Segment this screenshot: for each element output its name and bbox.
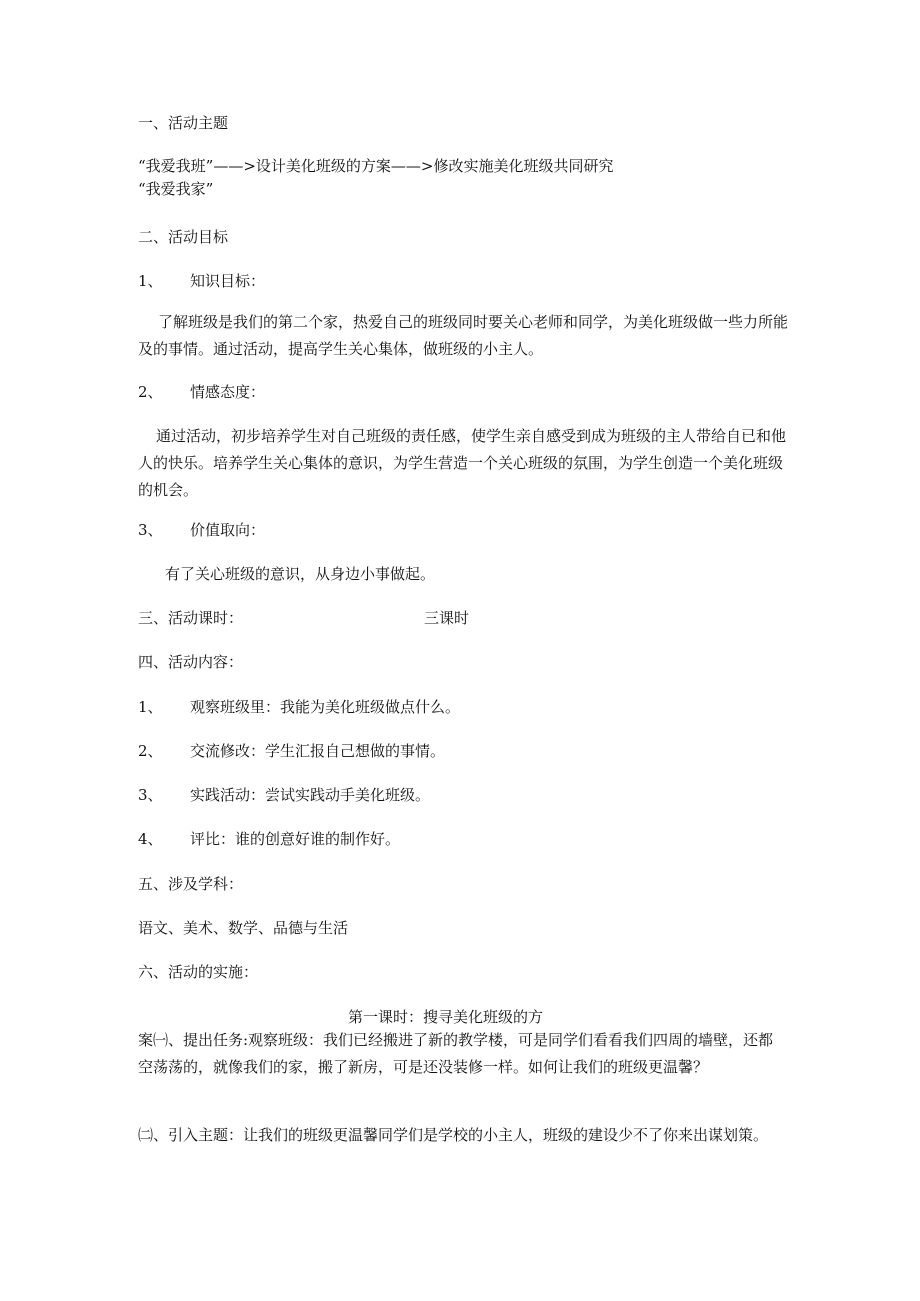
goal-1-title: 知识目标：: [190, 272, 266, 290]
content-item-number: 3、: [138, 786, 163, 804]
section-2-heading: 二、活动目标: [138, 228, 229, 246]
lesson-1-step-2: ㈡、引入主题：让我们的班级更温馨同学们是学校的小主人，班级的建设少不了你来出谋划策。: [138, 1126, 769, 1144]
goal-1-title-row: [138, 270, 265, 292]
theme-line-2: “我爱我家”: [138, 180, 214, 198]
section-1-heading: 一、活动主题: [138, 114, 229, 132]
content-item-text: 观察班级里：我能为美化班级做点什么。: [190, 698, 461, 716]
goal-1-body: 了解班级是我们的第二个家，热爱自己的班级同时要关心老师和同学，为美化班级做一些力所能及的事情。通过活动，提高学生关心集体，做班级的小主人。: [138, 313, 789, 358]
goal-3-number: 3、: [138, 521, 163, 539]
section-3-heading: 三、活动课时：: [138, 609, 244, 627]
goal-2-number: 2、: [138, 383, 163, 401]
goal-2-title-row: [138, 381, 265, 403]
content-item-number: 1、: [138, 698, 163, 716]
content-item: [138, 828, 400, 850]
lesson-1-step-1: 案㈠、提出任务:观察班级：我们已经搬进了新的教学楼，可是同学们看看我们四周的墙壁，还都空荡荡的，就像我们的家，搬了新房，可是还没装修一样。如何让我们的班级更温馨？: [138, 1031, 774, 1076]
content-item-number: 4、: [138, 830, 163, 848]
goal-3-body: 有了关心班级的意识，从身边小事做起。: [165, 565, 436, 583]
content-item-text: 实践活动：尝试实践动手美化班级。: [190, 786, 431, 804]
section-5-heading: 五、涉及学科：: [138, 875, 244, 893]
section-3-row: [138, 607, 470, 629]
section-6-heading: 六、活动的实施：: [138, 963, 259, 981]
content-item-number: 2、: [138, 742, 163, 760]
goal-3-title: 价值取向：: [190, 521, 266, 539]
content-item-text: 交流修改：学生汇报自己想做的事情。: [190, 742, 446, 760]
content-item: [138, 740, 445, 762]
goal-2-title: 情感态度：: [190, 383, 266, 401]
lesson-1-title: 第一课时：搜寻美化班级的方: [348, 1008, 544, 1026]
theme-line-1: “我爱我班”——>设计美化班级的方案——>修改实施美化班级共同研究: [138, 157, 614, 175]
goal-3-title-row: [138, 519, 265, 541]
content-item: [138, 696, 460, 718]
section-3-value: 三课时: [424, 609, 470, 627]
content-item-text: 评比：谁的创意好谁的制作好。: [190, 830, 401, 848]
goal-2-body: 通过活动，初步培养学生对自己班级的责任感，使学生亲自感受到成为班级的主人带给自已和他人的快乐。培养学生关心集体的意识，为学生营造一个关心班级的氛围，为学生创造一个美化班级的机会。: [138, 427, 787, 499]
section-4-heading: 四、活动内容：: [138, 653, 244, 671]
goal-1-number: 1、: [138, 272, 163, 290]
content-item: [138, 784, 430, 806]
subjects-list: 语文、美术、数学、品德与生活: [138, 919, 349, 937]
